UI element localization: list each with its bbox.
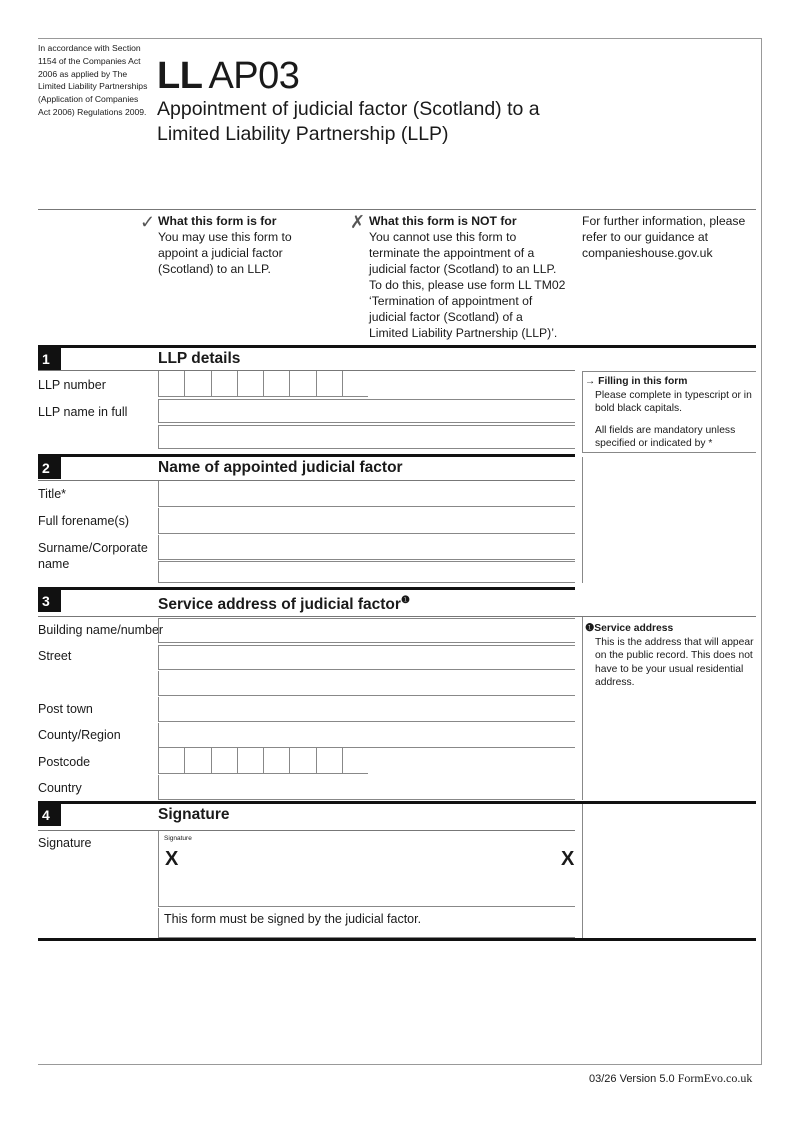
llp-number-char-box[interactable] [184, 371, 210, 397]
section-4-number: 4 [38, 804, 61, 826]
postcode-char-box[interactable] [263, 748, 289, 774]
building-field[interactable] [158, 618, 575, 643]
intro-info-line: For further information, please [582, 214, 746, 228]
footnote-1-icon: ❶ [400, 595, 410, 606]
signature-box-caption: Signature [164, 835, 192, 842]
form-title-line-1: Appointment of judicial factor (Scotland) to a [157, 98, 540, 120]
form-prefix: LL [157, 55, 203, 97]
intro-for-line: (Scotland) to an LLP. [158, 262, 271, 276]
section-3-title [158, 591, 410, 615]
intro-not-line: judicial factor (Scotland) of a [369, 310, 523, 324]
filling-note-heading: Filling in this form [598, 376, 688, 387]
section-3-subrule [38, 616, 756, 617]
intro-not-for [369, 213, 579, 341]
form-title-line-2: Limited Liability Partnership (LLP) [157, 123, 449, 145]
frame-bottom [38, 1064, 762, 1065]
section-4-title: Signature [158, 806, 230, 823]
service-address-note-line: have to be your usual residential [595, 663, 744, 675]
postcode-char-box[interactable] [158, 748, 184, 774]
postcode-char-box[interactable] [237, 748, 263, 774]
surname-label-line: Surname/Corporate [38, 541, 148, 555]
llp-name-field-line-2[interactable] [158, 425, 575, 449]
signature-box[interactable] [158, 831, 575, 907]
check-icon: ✓ [140, 212, 156, 232]
county-field[interactable] [158, 723, 575, 748]
footer-brand: FormEvo.co.uk [677, 1071, 753, 1085]
service-address-note-line: on the public record. This does not [595, 650, 753, 661]
forenames-label: Full forename(s) [38, 514, 129, 528]
form-number: AP03 [208, 55, 300, 97]
sign-here-start-icon: X [165, 848, 179, 870]
intro-for-heading: What this form is for [158, 214, 277, 228]
intro-for [158, 213, 348, 277]
country-label: Country [38, 781, 82, 795]
llp-number-char-box[interactable] [263, 371, 289, 397]
surname-field-line-2[interactable] [158, 561, 575, 583]
intro-for-line: appoint a judicial factor [158, 246, 283, 260]
post-town-field[interactable] [158, 697, 575, 722]
llp-name-field-line-1[interactable] [158, 399, 575, 423]
surname-label-line: name [38, 557, 70, 571]
filling-note-line: bold black capitals. [595, 403, 683, 414]
section-4-side-panel [582, 804, 583, 938]
llp-number-char-box[interactable] [211, 371, 237, 397]
street-field-line-2[interactable] [158, 671, 575, 696]
intro-info [582, 213, 757, 261]
llp-number-char-box[interactable] [342, 371, 368, 397]
surname-label [38, 540, 148, 572]
llp-number-label: LLP number [38, 378, 106, 392]
postcode-char-box[interactable] [184, 748, 210, 774]
forenames-field[interactable] [158, 508, 575, 534]
section-1-title: LLP details [158, 350, 241, 367]
section-2-title: Name of appointed judicial factor [158, 459, 403, 476]
service-address-note [585, 622, 755, 690]
footer [589, 1071, 752, 1086]
footer-version: 03/26 Version 5.0 [589, 1073, 675, 1085]
section-3-rule [38, 587, 575, 590]
service-address-note-heading: ❶Service address [585, 623, 674, 634]
post-town-label: Post town [38, 702, 93, 716]
sign-note: This form must be signed by the judicial factor. [164, 912, 422, 926]
frame-right [761, 38, 762, 1064]
title-field[interactable] [158, 481, 575, 507]
section-2-rule [38, 454, 575, 457]
section-1-number: 1 [38, 348, 61, 370]
postcode-char-box[interactable] [289, 748, 315, 774]
llp-number-char-box[interactable] [237, 371, 263, 397]
intro-not-heading: What this form is NOT for [369, 214, 517, 228]
intro-not-line: To do this, please use form LL TM02 [369, 278, 566, 292]
frame-top [38, 38, 762, 39]
postcode-char-box[interactable] [316, 748, 342, 774]
llp-number-char-box[interactable] [289, 371, 315, 397]
section-2-side-panel [582, 457, 583, 583]
llp-name-label: LLP name in full [38, 405, 128, 419]
filling-note [585, 375, 755, 451]
intro-rule [38, 209, 756, 210]
intro-not-line: Limited Liability Partnership (LLP)’. [369, 326, 558, 340]
filling-note-line: All fields are mandatory unless [595, 424, 736, 436]
llp-number-char-box[interactable] [316, 371, 342, 397]
title-label: Title* [38, 487, 67, 501]
legal-accordance-note: In accordance with Section 1154 of the Companies Act 2006 as applied by The Limited Liability Partnerships (Application of Companies Act 2006) Regulations 2009. [38, 43, 148, 117]
county-label: County/Region [38, 728, 121, 742]
section-3-side-panel [582, 617, 583, 800]
llp-number-char-box[interactable] [158, 371, 184, 397]
intro-not-line: judicial factor (Scotland) to an LLP. [369, 262, 557, 276]
intro-not-line: You cannot use this form to [369, 230, 517, 244]
postcode-label: Postcode [38, 755, 91, 769]
section-4-rule [38, 801, 756, 804]
intro-info-line: refer to our guidance at [582, 230, 709, 244]
section-1-rule [38, 345, 756, 348]
service-address-note-line: address. [595, 677, 635, 688]
intro-for-line: You may use this form to [158, 230, 292, 244]
intro-not-line: terminate the appointment of a [369, 246, 535, 260]
postcode-char-box[interactable] [211, 748, 237, 774]
country-field[interactable] [158, 775, 575, 800]
postcode-field[interactable] [158, 748, 368, 774]
form-code [157, 56, 299, 96]
arrow-right-icon: → [585, 376, 599, 387]
cross-icon: ✗ [350, 212, 366, 232]
section-2-number: 2 [38, 457, 61, 479]
footnote-1-icon: ❶ [585, 623, 595, 634]
intro-not-line: ‘Termination of appointment of [369, 294, 533, 308]
llp-number-field[interactable] [158, 371, 368, 397]
form-title [157, 97, 577, 147]
street-label: Street [38, 649, 72, 663]
surname-field-line-1[interactable] [158, 535, 575, 560]
section-3-title-text: Service address of judicial factor [158, 596, 401, 614]
filling-note-line: Please complete in typescript or in [595, 389, 752, 401]
sign-here-end-icon: X [561, 848, 575, 870]
building-label: Building name/number [38, 623, 164, 637]
form-end-rule [38, 938, 756, 941]
service-address-note-line: This is the address that will appear [595, 636, 754, 648]
signature-label: Signature [38, 836, 92, 850]
filling-note-line: specified or indicated by * [595, 438, 713, 449]
street-field-line-1[interactable] [158, 645, 575, 670]
intro-info-line: companieshouse.gov.uk [582, 246, 713, 260]
postcode-char-box[interactable] [342, 748, 368, 774]
section-3-number: 3 [38, 590, 61, 612]
